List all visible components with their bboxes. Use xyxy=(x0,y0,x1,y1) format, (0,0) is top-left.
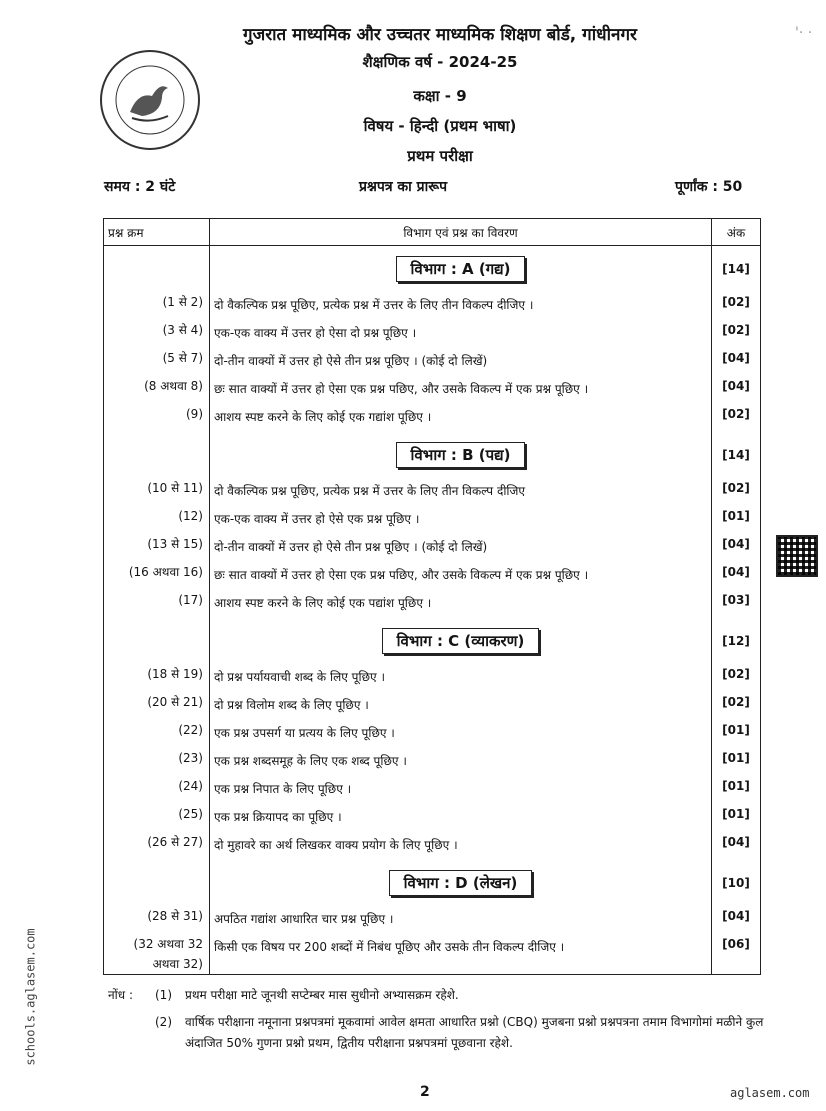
note-number: (1) xyxy=(155,988,172,1002)
section-c-marks: [12] xyxy=(722,634,750,648)
question-description: किसी एक विषय पर 200 शब्दों में निबंध पूछिए और उसके तीन विकल्प दीजिए । xyxy=(210,934,712,975)
question-description: एक प्रश्न निपात के लिए पूछिए । xyxy=(210,776,712,804)
question-description: एक प्रश्न क्रियापद का पूछिए । xyxy=(210,804,712,832)
question-description: छः सात वाक्यों में उत्तर हो ऐसा एक प्रश्न पछिए, और उसके विकल्प में एक प्रश्न पूछिए । xyxy=(210,376,712,404)
question-description: दो-तीन वाक्यों में उत्तर हो ऐसे तीन प्रश्न पूछिए । (कोई दो लिखें) xyxy=(210,348,712,376)
section-b-marks: [14] xyxy=(722,448,750,462)
table-row xyxy=(104,832,761,860)
table-row xyxy=(104,562,761,590)
question-number: (17) xyxy=(104,590,210,618)
question-marks: [01] xyxy=(722,779,750,793)
question-description: दो प्रश्न पर्यायवाची शब्द के लिए पूछिए । xyxy=(210,664,712,692)
question-description: दो वैकल्पिक प्रश्न पूछिए, प्रत्येक प्रश्न में उत्तर के लिए तीन विकल्प दीजिए xyxy=(210,478,712,506)
question-number: (18 से 19) xyxy=(104,664,210,692)
side-watermark: schools.aglasem.com xyxy=(23,928,38,1066)
question-description: छः सात वाक्यों में उत्तर हो ऐसा एक प्रश्न पछिए, और उसके विकल्प में एक प्रश्न पूछिए । xyxy=(210,562,712,590)
page-number: 2 xyxy=(420,1084,430,1100)
blueprint-table xyxy=(103,218,761,975)
question-marks: [02] xyxy=(722,295,750,309)
table-row xyxy=(104,404,761,432)
question-number: (28 से 31) xyxy=(104,906,210,934)
paper-format-title: प्रश्नपत्र का प्रारूप xyxy=(359,179,448,195)
question-marks: [01] xyxy=(722,751,750,765)
question-marks: [04] xyxy=(722,379,750,393)
question-description: दो प्रश्न विलोम शब्द के लिए पूछिए । xyxy=(210,692,712,720)
note-text: प्रथम परीक्षा माटे जूनथी सप्टेम्बर मास सुधीनो अभ्यासक्रम रहेशे. xyxy=(185,988,459,1002)
question-marks: [04] xyxy=(722,835,750,849)
table-row xyxy=(104,664,761,692)
table-row xyxy=(104,478,761,506)
question-description: एक-एक वाक्य में उत्तर हो ऐसा दो प्रश्न पूछिए । xyxy=(210,320,712,348)
table-row xyxy=(104,534,761,562)
board-title: गुजरात माध्यमिक और उच्चतर माध्यमिक शिक्षण बोर्ड, गांधीनगर xyxy=(243,25,637,45)
question-marks: [02] xyxy=(722,667,750,681)
question-number: (13 से 15) xyxy=(104,534,210,562)
note-item xyxy=(108,1012,768,1054)
total-marks: पूर्णांक : 50 xyxy=(675,179,743,195)
table-row xyxy=(104,776,761,804)
question-number: (20 से 21) xyxy=(104,692,210,720)
question-marks: [01] xyxy=(722,723,750,737)
subject-label: विषय - हिन्दी (प्रथम भाषा) xyxy=(363,117,517,135)
table-row xyxy=(104,804,761,832)
notes-label: नोंध : xyxy=(108,988,134,1002)
question-marks: [04] xyxy=(722,537,750,551)
question-marks: [06] xyxy=(712,934,761,975)
qr-code xyxy=(776,535,818,577)
question-number: (5 से 7) xyxy=(104,348,210,376)
question-number: (26 से 27) xyxy=(104,832,210,860)
question-description: दो वैकल्पिक प्रश्न पूछिए, प्रत्येक प्रश्न में उत्तर के लिए तीन विकल्प दीजिए । xyxy=(210,292,712,320)
table-row xyxy=(104,376,761,404)
question-description: दो मुहावरे का अर्थ लिखकर वाक्य प्रयोग के लिए पूछिए । xyxy=(210,832,712,860)
question-description: एक प्रश्न शब्दसमूह के लिए एक शब्द पूछिए । xyxy=(210,748,712,776)
section-row xyxy=(104,246,761,293)
note-text: वार्षिक परीक्षाना नमूनाना प्रश्नपत्रमां मूकवामां आवेल क्षमता आधारित प्रश्नो (CBQ) मुजबना प्रश्नो प्रश्नपत्रना तमाम विभागोमां मळीने कुल अंदाजित 50% गुणना प्रश्नो प्रथम, द्वितीय परीक्षाना प्रश्नपत्रमां पूछवाना रहेशे. xyxy=(185,1015,764,1050)
academic-year: शैक्षणिक वर्ष - 2024-25 xyxy=(362,53,518,71)
section-row xyxy=(104,860,761,906)
watermark: aglasem.com xyxy=(730,1086,810,1100)
question-number: (16 अथवा 16) xyxy=(104,562,210,590)
col-qno-header: प्रश्न क्रम xyxy=(104,219,210,246)
corner-marks: '· · xyxy=(795,25,813,41)
table-row xyxy=(104,348,761,376)
table-row xyxy=(104,506,761,534)
table-row xyxy=(104,292,761,320)
col-desc-header: विभाग एवं प्रश्न का विवरण xyxy=(210,219,712,246)
question-description: आशय स्पष्ट करने के लिए कोई एक गद्यांश पूछिए । xyxy=(210,404,712,432)
question-number: (10 से 11) xyxy=(104,478,210,506)
note-number: (2) xyxy=(155,1015,172,1029)
question-number: (32 अथवा 32 अथवा 32) xyxy=(104,934,210,975)
question-description: आशय स्पष्ट करने के लिए कोई एक पद्यांश पूछिए । xyxy=(210,590,712,618)
question-number: (8 अथवा 8) xyxy=(104,376,210,404)
question-marks: [03] xyxy=(722,593,750,607)
question-marks: [04] xyxy=(722,565,750,579)
class-label: कक्षा - 9 xyxy=(413,87,467,105)
question-marks: [04] xyxy=(722,909,750,923)
question-number: (3 से 4) xyxy=(104,320,210,348)
table-row xyxy=(104,590,761,618)
table-row xyxy=(104,906,761,934)
table-row xyxy=(104,934,761,975)
question-marks: [01] xyxy=(722,807,750,821)
section-d-marks: [10] xyxy=(722,876,750,890)
table-row xyxy=(104,720,761,748)
question-description: अपठित गद्यांश आधारित चार प्रश्न पूछिए । xyxy=(210,906,712,934)
col-marks-header: अंक xyxy=(712,219,761,246)
question-number: (1 से 2) xyxy=(104,292,210,320)
table-row xyxy=(104,320,761,348)
question-number: (12) xyxy=(104,506,210,534)
question-marks: [02] xyxy=(722,407,750,421)
table-row xyxy=(104,748,761,776)
question-number: (9) xyxy=(104,404,210,432)
time-label: समय : 2 घंटे xyxy=(104,179,176,195)
question-description: दो-तीन वाक्यों में उत्तर हो ऐसे तीन प्रश्न पूछिए । (कोई दो लिखें) xyxy=(210,534,712,562)
question-number: (22) xyxy=(104,720,210,748)
question-marks: [02] xyxy=(722,481,750,495)
question-marks: [01] xyxy=(722,509,750,523)
question-description: एक-एक वाक्य में उत्तर हो ऐसे एक प्रश्न पूछिए । xyxy=(210,506,712,534)
section-row xyxy=(104,432,761,478)
notes-block xyxy=(108,985,768,1054)
question-description: एक प्रश्न उपसर्ग या प्रत्यय के लिए पूछिए । xyxy=(210,720,712,748)
section-d-title: विभाग : D (लेखन) xyxy=(389,870,533,896)
section-row xyxy=(104,618,761,664)
table-row xyxy=(104,692,761,720)
section-a-title: विभाग : A (गद्य) xyxy=(396,256,526,282)
question-marks: [04] xyxy=(722,351,750,365)
exam-label: प्रथम परीक्षा xyxy=(407,147,473,165)
note-item xyxy=(108,985,768,1006)
section-b-title: विभाग : B (पद्य) xyxy=(396,442,526,468)
section-c-title: विभाग : C (व्याकरण) xyxy=(382,628,540,654)
question-marks: [02] xyxy=(722,695,750,709)
question-marks: [02] xyxy=(722,323,750,337)
question-number: (24) xyxy=(104,776,210,804)
question-number: (23) xyxy=(104,748,210,776)
question-number: (25) xyxy=(104,804,210,832)
section-a-marks: [14] xyxy=(722,262,750,276)
